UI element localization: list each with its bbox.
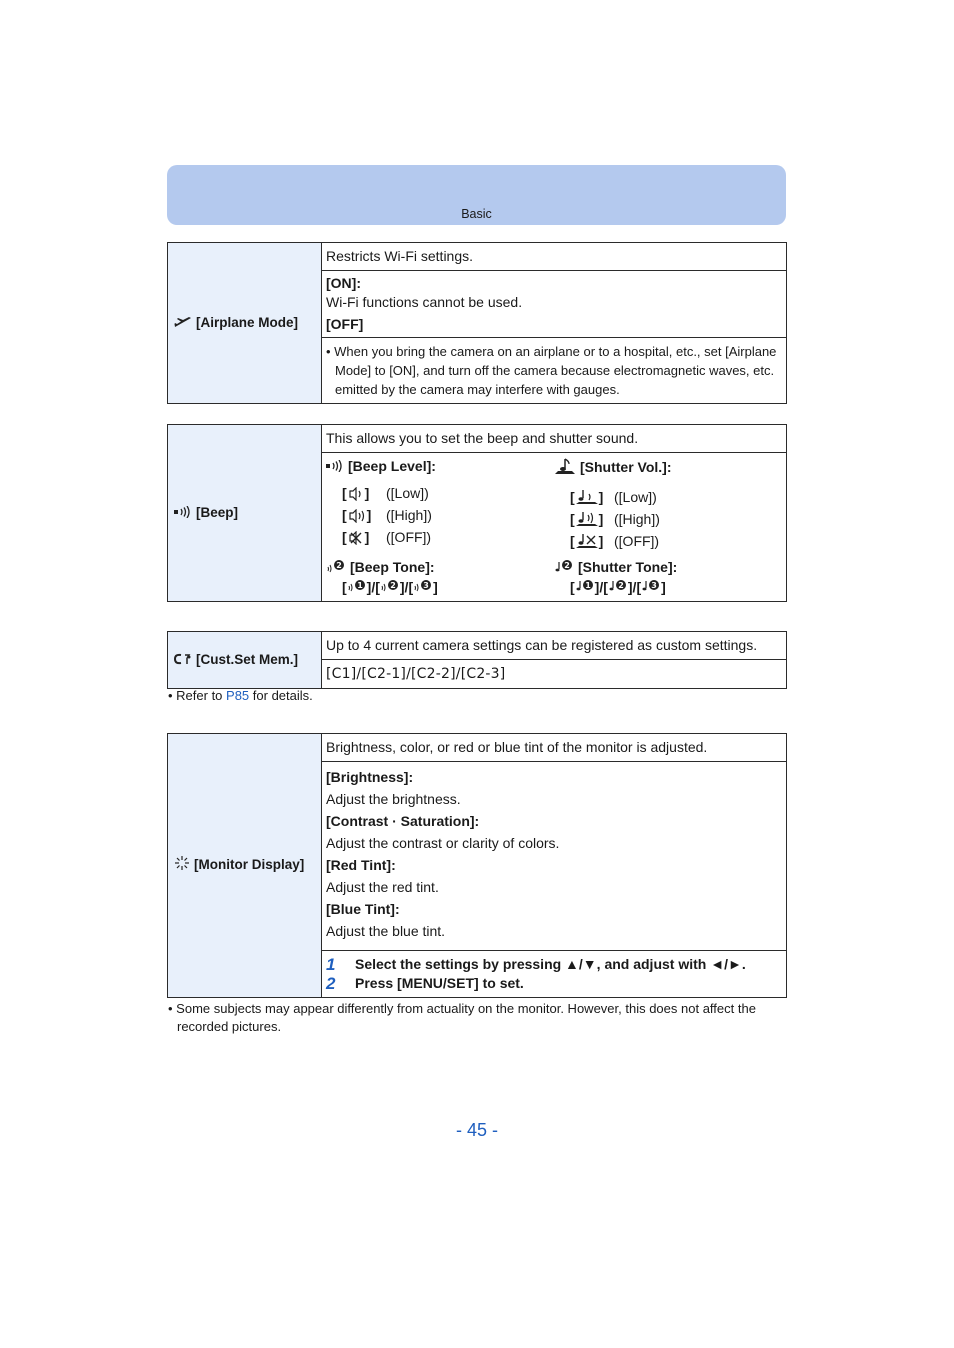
beep-off-icon: [ ] xyxy=(342,529,370,546)
beep-name: [Beep] xyxy=(196,504,239,520)
beep-high-icon: [ ] xyxy=(342,507,372,524)
svg-text:3: 3 xyxy=(423,580,429,590)
airplane-icon xyxy=(174,314,192,333)
airplane-note: • When you bring the camera on an airplane or to a hospital, etc., set [Airplane Mode] to [ON], and turn off the camera because electromagnetic waves, etc. emitted by the camera may interfere with gauges. xyxy=(326,344,777,397)
beep-table xyxy=(167,424,787,602)
page-number: - 45 - xyxy=(455,1120,498,1140)
shutter-tone-icon xyxy=(554,559,574,578)
beep-options xyxy=(322,453,787,602)
beep-level-off: [ ] ([OFF]) xyxy=(342,529,432,546)
airplane-off-label: [OFF] xyxy=(326,316,364,332)
custset-desc: Up to 4 current camera settings can be registered as custom settings. xyxy=(322,632,787,660)
airplane-desc: Restricts Wi-Fi settings. xyxy=(322,243,787,271)
monitor-display-name: [Monitor Display] xyxy=(194,857,305,873)
brightness-desc: Adjust the brightness. xyxy=(326,791,461,807)
monitor-display-table xyxy=(167,733,787,998)
monitor-desc: Brightness, color, or red or blue tint of the monitor is adjusted. xyxy=(322,734,787,762)
svg-text:2: 2 xyxy=(390,580,396,590)
shutter-vol-label: [Shutter Vol.]: xyxy=(580,459,672,476)
beep-low-icon: [ ] xyxy=(342,485,370,502)
airplane-on-label: [ON]: xyxy=(326,275,361,291)
beep-tone-col xyxy=(326,558,554,597)
airplane-mode-name: [Airplane Mode] xyxy=(196,315,299,331)
shutter-vol-high: [ ] ([High]) xyxy=(570,510,660,527)
speaker-icon xyxy=(174,504,192,523)
blue-tint-desc: Adjust the blue tint. xyxy=(326,923,446,939)
brightness-label: [Brightness]: xyxy=(326,769,414,785)
shutter-vol-icon xyxy=(554,457,576,480)
beep-level-col xyxy=(326,457,554,552)
shutter-vol-col xyxy=(554,457,782,552)
blue-tint-label: [Blue Tint]: xyxy=(326,901,400,917)
beep-tone-label: [Beep Tone]: xyxy=(350,559,435,575)
shutter-tone-label: [Shutter Tone]: xyxy=(578,559,678,575)
svg-text:2: 2 xyxy=(564,560,570,570)
p85-link[interactable]: P85 xyxy=(226,688,250,703)
red-tint-desc: Adjust the red tint. xyxy=(326,879,439,895)
shutter-tone-col xyxy=(554,558,782,597)
custom-set-icon xyxy=(174,651,192,670)
custset-options: [C1]/[C2-1]/[C2-2]/[C2-3] xyxy=(326,666,506,682)
shutter-off-icon: [ ] xyxy=(570,532,604,549)
beep-cell xyxy=(168,425,322,602)
custset-options-cell xyxy=(322,660,787,689)
shutter-vol-low: [ ] ([Low]) xyxy=(570,488,657,505)
custset-name: [Cust.Set Mem.] xyxy=(196,652,299,668)
monitor-note: • Some subjects may appear differently from actuality on the monitor. However, this does not affect the recorded pictures. xyxy=(168,1001,756,1034)
svg-text:2: 2 xyxy=(336,560,342,570)
contrast-saturation-desc: Adjust the contrast or clarity of colors. xyxy=(326,835,560,851)
shutter-low-icon: [ ] xyxy=(570,488,604,505)
monitor-steps xyxy=(322,951,787,998)
beep-level-label: [Beep Level]: xyxy=(348,458,436,474)
beep-level-high: [ ] ([High]) xyxy=(342,507,432,524)
section-header xyxy=(167,165,786,225)
monitor-items xyxy=(322,762,787,951)
beep-level-icon xyxy=(326,458,344,477)
monitor-display-icon xyxy=(174,855,190,876)
svg-text:1: 1 xyxy=(584,580,591,590)
svg-text:3: 3 xyxy=(651,580,657,590)
shutter-tone-options: [ 1 ]/[ 2 ]/[ 3 ] xyxy=(570,578,666,595)
custset-cell xyxy=(168,632,322,689)
airplane-mode-cell xyxy=(168,243,322,404)
svg-text:2: 2 xyxy=(618,580,624,590)
custset-table xyxy=(167,631,787,689)
contrast-saturation-label: [Contrast · Saturation]: xyxy=(326,813,480,829)
step-2: 2 Press [MENU/SET] to set. xyxy=(326,974,524,993)
svg-text:1: 1 xyxy=(356,580,363,590)
shutter-vol-off: [ ] ([OFF]) xyxy=(570,532,660,549)
airplane-note-cell xyxy=(322,338,787,404)
step-1: 1 Select the settings by pressing ▲/▼, and adjust with ◄/►. xyxy=(326,955,746,974)
custset-refer-note: • Refer to P85 for details. xyxy=(168,688,313,703)
shutter-high-icon: [ ] xyxy=(570,510,604,527)
airplane-on-desc: Wi-Fi functions cannot be used. xyxy=(326,294,523,310)
airplane-mode-table xyxy=(167,242,787,404)
red-tint-label: [Red Tint]: xyxy=(326,857,396,873)
beep-desc: This allows you to set the beep and shutter sound. xyxy=(322,425,787,453)
beep-level-low: [ ] ([Low]) xyxy=(342,485,429,502)
beep-tone-options: [ 1 ]/[ 2 ]/[ 3 ] xyxy=(342,578,438,595)
airplane-options xyxy=(322,271,787,338)
section-label: Basic xyxy=(461,207,492,221)
monitor-display-cell xyxy=(168,734,322,998)
beep-tone-icon xyxy=(326,559,346,578)
